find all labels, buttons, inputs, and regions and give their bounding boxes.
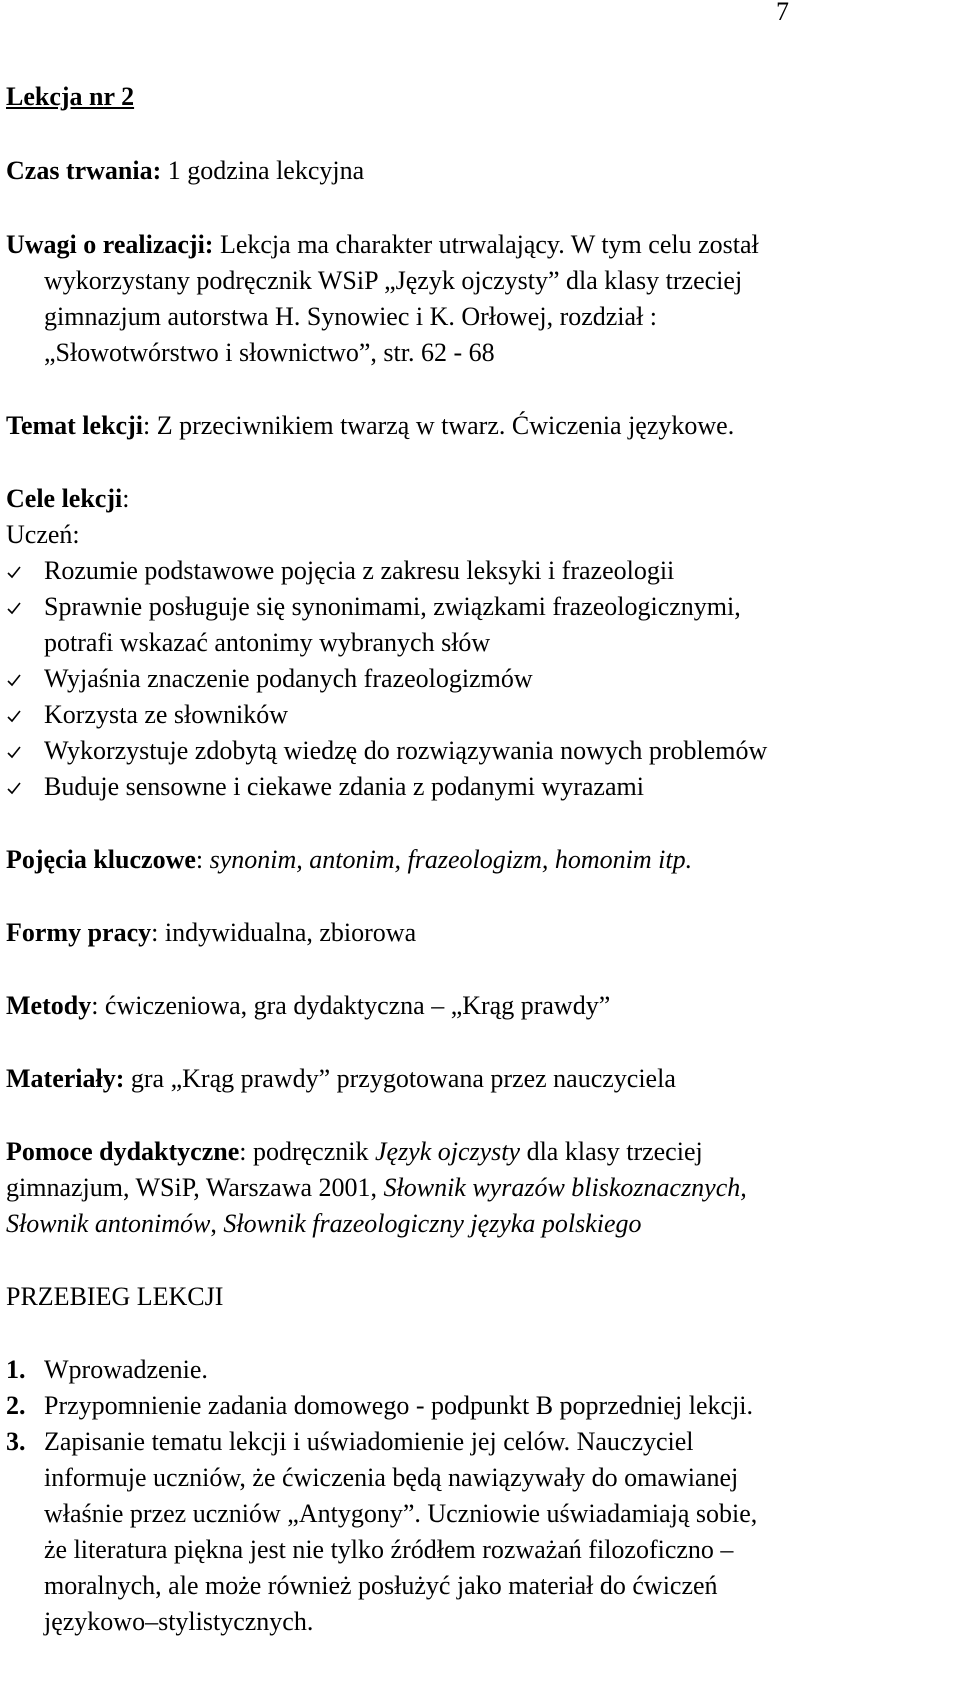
work-forms-line	[6, 915, 416, 951]
materials-line	[6, 1061, 676, 1097]
goals-label: Cele lekcji	[6, 484, 123, 513]
checkmark-icon	[6, 553, 44, 589]
step-item: 1. Wprowadzenie.	[6, 1355, 208, 1384]
remarks-line: „Słowotwórstwo i słownictwo”, str. 62 - 68	[44, 338, 495, 367]
list-item: Wyjaśnia znaczenie podanych frazeologizmów	[6, 661, 956, 697]
step-item-line: moralnych, ale może również posłużyć jako materiał do ćwiczeń	[44, 1571, 718, 1600]
list-item: Korzysta ze słowników	[6, 697, 956, 733]
methods-line	[6, 988, 610, 1024]
key-terms-line: Pojęcia kluczowe: synonim, antonim, frazeologizm, homonim itp.	[6, 845, 693, 874]
methods-label: Metody	[6, 991, 92, 1020]
step-item-line: właśnie przez uczniów „Antygony”. Uczniowie uświadamiają sobie,	[44, 1499, 758, 1528]
remarks-line: wykorzystany podręcznik WSiP „Język ojczysty” dla klasy trzeciej	[44, 266, 743, 295]
step-item-line: że literatura piękna jest nie tylko źródłem rozważań filozoficzno –	[44, 1535, 734, 1564]
remarks-label: Uwagi o realizacji:	[6, 230, 214, 259]
checkmark-icon	[6, 661, 44, 697]
materials-label: Materiały:	[6, 1064, 125, 1093]
duration-label: Czas trwania:	[6, 156, 162, 185]
step-item-line: informuje uczniów, że ćwiczenia będą nawiązywały do omawianej	[44, 1463, 739, 1492]
checkmark-icon	[6, 733, 44, 769]
duration-value: 1 godzina lekcyjna	[161, 156, 365, 185]
topic-line	[6, 408, 734, 444]
remarks-line: gimnazjum autorstwa H. Synowiec i K. Orłowej, rozdział :	[44, 302, 658, 331]
aids-label: Pomoce dydaktyczne	[6, 1137, 240, 1166]
methods-value: : ćwiczeniowa, gra dydaktyczna – „Krąg prawdy”	[91, 991, 611, 1020]
topic-value: : Z przeciwnikiem twarzą w twarz. Ćwiczenia językowe.	[142, 411, 735, 440]
work-forms-value: : indywidualna, zbiorowa	[151, 918, 417, 947]
remarks-line: Lekcja ma charakter utrwalający. W tym celu został	[213, 230, 759, 259]
work-forms-label: Formy pracy	[6, 918, 152, 947]
list-item: Buduje sensowne i ciekawe zdania z podanymi wyrazami	[6, 769, 956, 805]
step-item: 3. Zapisanie tematu lekcji i uświadomienie jej celów. Nauczyciel	[6, 1427, 694, 1456]
section-heading: PRZEBIEG LEKCJI	[6, 1282, 224, 1311]
topic-label: Temat lekcji	[6, 411, 143, 440]
list-item-continuation: potrafi wskazać antonimy wybranych słów	[44, 628, 491, 657]
key-terms-label: Pojęcia kluczowe	[6, 845, 196, 874]
step-item-line: językowo–stylistycznych.	[44, 1607, 314, 1636]
student-label: Uczeń:	[6, 520, 80, 549]
checkmark-icon	[6, 769, 44, 805]
materials-value: gra „Krąg prawdy” przygotowana przez nauczyciela	[124, 1064, 676, 1093]
key-terms-value: synonim, antonim, frazeologizm, homonim itp.	[209, 845, 693, 874]
step-item: 2. Przypomnienie zadania domowego - podpunkt B poprzedniej lekcji.	[6, 1391, 754, 1420]
checkmark-icon	[6, 589, 44, 625]
list-item: Rozumie podstawowe pojęcia z zakresu leksyki i frazeologii	[6, 553, 956, 589]
checkmark-icon	[6, 697, 44, 733]
duration-line	[6, 153, 364, 189]
lesson-title: Lekcja nr 2	[6, 82, 135, 111]
list-item: Wykorzystuje zdobytą wiedzę do rozwiązywania nowych problemów	[6, 733, 956, 769]
page-number: 7	[776, 0, 789, 26]
list-item: Sprawnie posługuje się synonimami, związkami frazeologicznymi,	[6, 589, 956, 625]
